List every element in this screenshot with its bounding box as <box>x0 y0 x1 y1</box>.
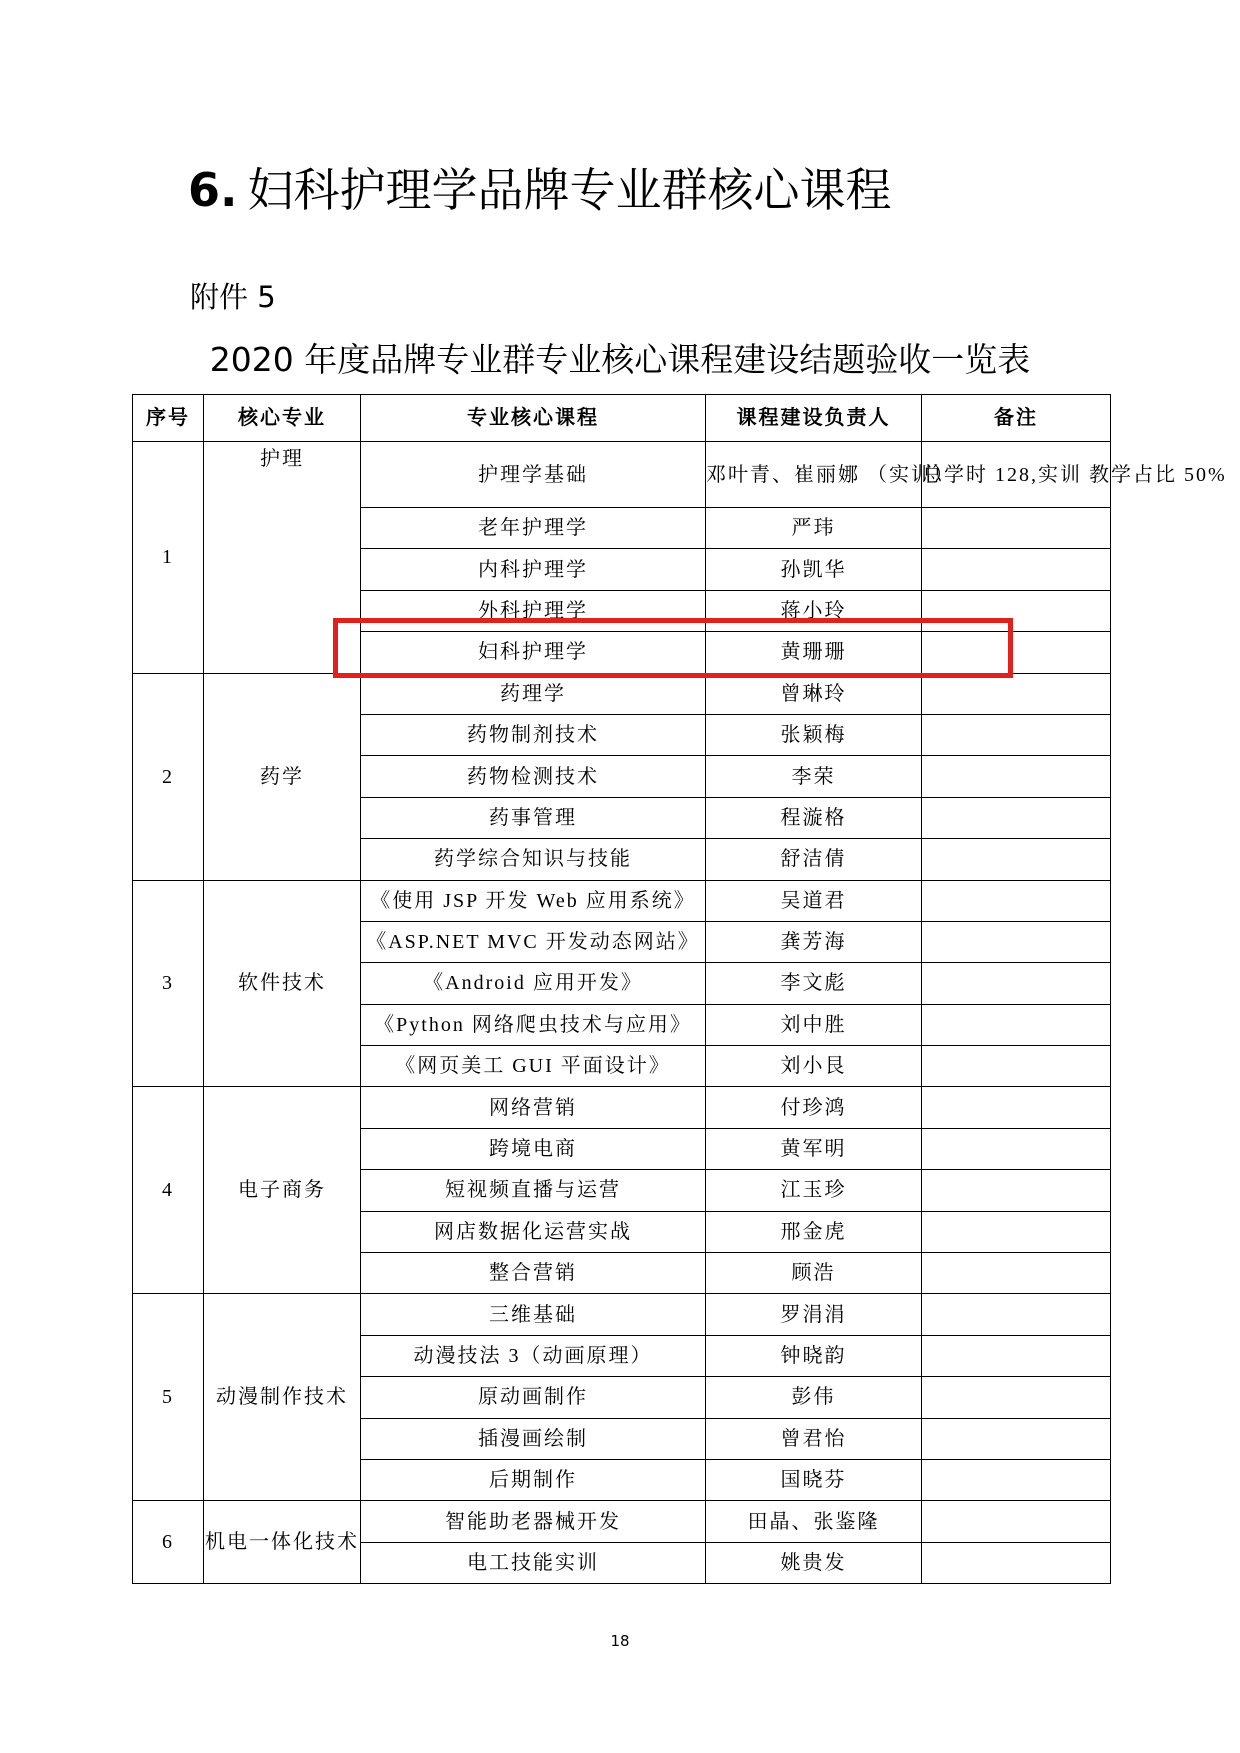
row-number-cell: 2 <box>133 673 204 880</box>
lead-cell: 姚贵发 <box>706 1542 922 1583</box>
table-header-row <box>133 395 1111 442</box>
lead-cell: 李荣 <box>706 756 922 797</box>
note-cell <box>922 1294 1111 1335</box>
major-cell: 机电一体化技术 <box>204 1501 361 1584</box>
course-cell: 内科护理学 <box>361 549 706 590</box>
lead-cell: 刘中胜 <box>706 1004 922 1045</box>
course-cell: 三维基础 <box>361 1294 706 1335</box>
header-core-major: 核心专业 <box>204 395 361 442</box>
course-cell: 护理学基础 <box>361 442 706 508</box>
table-body <box>133 442 1227 1584</box>
row-number-cell: 6 <box>133 1501 204 1584</box>
note-cell <box>922 673 1111 714</box>
page-heading <box>188 160 891 220</box>
table-row <box>133 1294 1111 1335</box>
note-cell <box>922 1004 1111 1045</box>
major-cell: 动漫制作技术 <box>204 1294 361 1501</box>
table-row <box>133 442 1111 508</box>
note-cell <box>922 839 1111 880</box>
course-cell: 动漫技法 3（动画原理） <box>361 1335 706 1376</box>
highlight-box <box>333 618 1013 678</box>
row-number-cell: 3 <box>133 880 204 1087</box>
lead-cell: 龚芳海 <box>706 921 922 962</box>
course-cell: 药物检测技术 <box>361 756 706 797</box>
course-cell: 原动画制作 <box>361 1377 706 1418</box>
course-cell: 药物制剂技术 <box>361 714 706 755</box>
course-cell: 药理学 <box>361 673 706 714</box>
note-cell <box>922 549 1111 590</box>
note-cell <box>922 880 1111 921</box>
note-cell <box>922 1170 1111 1211</box>
note-cell <box>922 756 1111 797</box>
header-remarks: 备注 <box>922 395 1111 442</box>
course-cell: 妇科护理学 <box>361 632 706 673</box>
table-title: 2020 年度品牌专业群专业核心课程建设结题验收一览表 <box>209 340 1031 379</box>
lead-cell: 黄军明 <box>706 1128 922 1169</box>
header-course-lead: 课程建设负责人 <box>706 395 922 442</box>
note-cell <box>922 1046 1111 1087</box>
course-cell: 药事管理 <box>361 797 706 838</box>
lead-cell: 彭伟 <box>706 1377 922 1418</box>
note-cell <box>922 963 1111 1004</box>
course-cell: 药学综合知识与技能 <box>361 839 706 880</box>
lead-cell: 钟晓韵 <box>706 1335 922 1376</box>
lead-cell: 顾浩 <box>706 1253 922 1294</box>
note-cell <box>922 1459 1111 1500</box>
lead-cell: 蒋小玲 <box>706 590 922 631</box>
course-cell: 网络营销 <box>361 1087 706 1128</box>
attachment-label: 附件 5 <box>190 280 276 314</box>
lead-cell: 付珍鸿 <box>706 1087 922 1128</box>
note-cell <box>922 1418 1111 1459</box>
course-cell: 外科护理学 <box>361 590 706 631</box>
course-table <box>132 394 1227 1584</box>
course-cell: 《使用 JSP 开发 Web 应用系统》 <box>361 880 706 921</box>
row-number-cell: 5 <box>133 1294 204 1501</box>
course-cell: 后期制作 <box>361 1459 706 1500</box>
major-cell: 护理 <box>204 442 361 674</box>
lead-cell: 江玉珍 <box>706 1170 922 1211</box>
major-cell: 电子商务 <box>204 1087 361 1294</box>
lead-cell: 孙凯华 <box>706 549 922 590</box>
row-number-cell: 4 <box>133 1087 204 1294</box>
lead-cell: 严玮 <box>706 508 922 549</box>
page-number: 18 <box>610 1632 630 1650</box>
note-cell: 总学时 128,实训 教学占比 50% <box>922 442 1111 508</box>
course-cell: 跨境电商 <box>361 1128 706 1169</box>
note-cell <box>922 1087 1111 1128</box>
table-row <box>133 1087 1111 1128</box>
table-row <box>133 1501 1111 1542</box>
note-cell <box>922 1377 1111 1418</box>
course-cell: 《Android 应用开发》 <box>361 963 706 1004</box>
table-row <box>133 880 1111 921</box>
major-cell: 软件技术 <box>204 880 361 1087</box>
major-cell: 药学 <box>204 673 361 880</box>
course-cell: 老年护理学 <box>361 508 706 549</box>
note-cell <box>922 921 1111 962</box>
lead-cell: 舒洁倩 <box>706 839 922 880</box>
lead-cell: 国晓芬 <box>706 1459 922 1500</box>
note-cell <box>922 797 1111 838</box>
lead-cell: 吴道君 <box>706 880 922 921</box>
lead-cell: 邢金虎 <box>706 1211 922 1252</box>
course-cell: 智能助老器械开发 <box>361 1501 706 1542</box>
lead-cell: 李文彪 <box>706 963 922 1004</box>
course-cell: 网店数据化运营实战 <box>361 1211 706 1252</box>
course-cell: 《网页美工 GUI 平面设计》 <box>361 1046 706 1087</box>
note-cell <box>922 1542 1111 1583</box>
lead-cell: 黄珊珊 <box>706 632 922 673</box>
table-row <box>133 673 1111 714</box>
lead-cell: 曾琳玲 <box>706 673 922 714</box>
note-cell <box>922 508 1111 549</box>
note-cell <box>922 1501 1111 1542</box>
course-cell: 整合营销 <box>361 1253 706 1294</box>
row-number-cell: 1 <box>133 442 204 674</box>
lead-cell: 罗涓涓 <box>706 1294 922 1335</box>
note-cell <box>922 1335 1111 1376</box>
course-cell: 插漫画绘制 <box>361 1418 706 1459</box>
course-cell: 《ASP.NET MVC 开发动态网站》 <box>361 921 706 962</box>
lead-cell: 邓叶青、崔丽娜 （实训） <box>706 442 922 508</box>
note-cell <box>922 1253 1111 1294</box>
heading-text: 妇科护理学品牌专业群核心课程 <box>247 163 892 217</box>
lead-cell: 程漩格 <box>706 797 922 838</box>
lead-cell: 田晶、张鉴隆 <box>706 1501 922 1542</box>
note-cell <box>922 714 1111 755</box>
header-serial-number: 序号 <box>133 395 204 442</box>
note-cell <box>922 1128 1111 1169</box>
header-core-course: 专业核心课程 <box>361 395 706 442</box>
course-cell: 《Python 网络爬虫技术与应用》 <box>361 1004 706 1045</box>
lead-cell: 刘小艮 <box>706 1046 922 1087</box>
lead-cell: 曾君怡 <box>706 1418 922 1459</box>
note-cell <box>922 1211 1111 1252</box>
course-cell: 短视频直播与运营 <box>361 1170 706 1211</box>
heading-number: 6. <box>188 163 238 217</box>
lead-cell: 张颖梅 <box>706 714 922 755</box>
course-cell: 电工技能实训 <box>361 1542 706 1583</box>
